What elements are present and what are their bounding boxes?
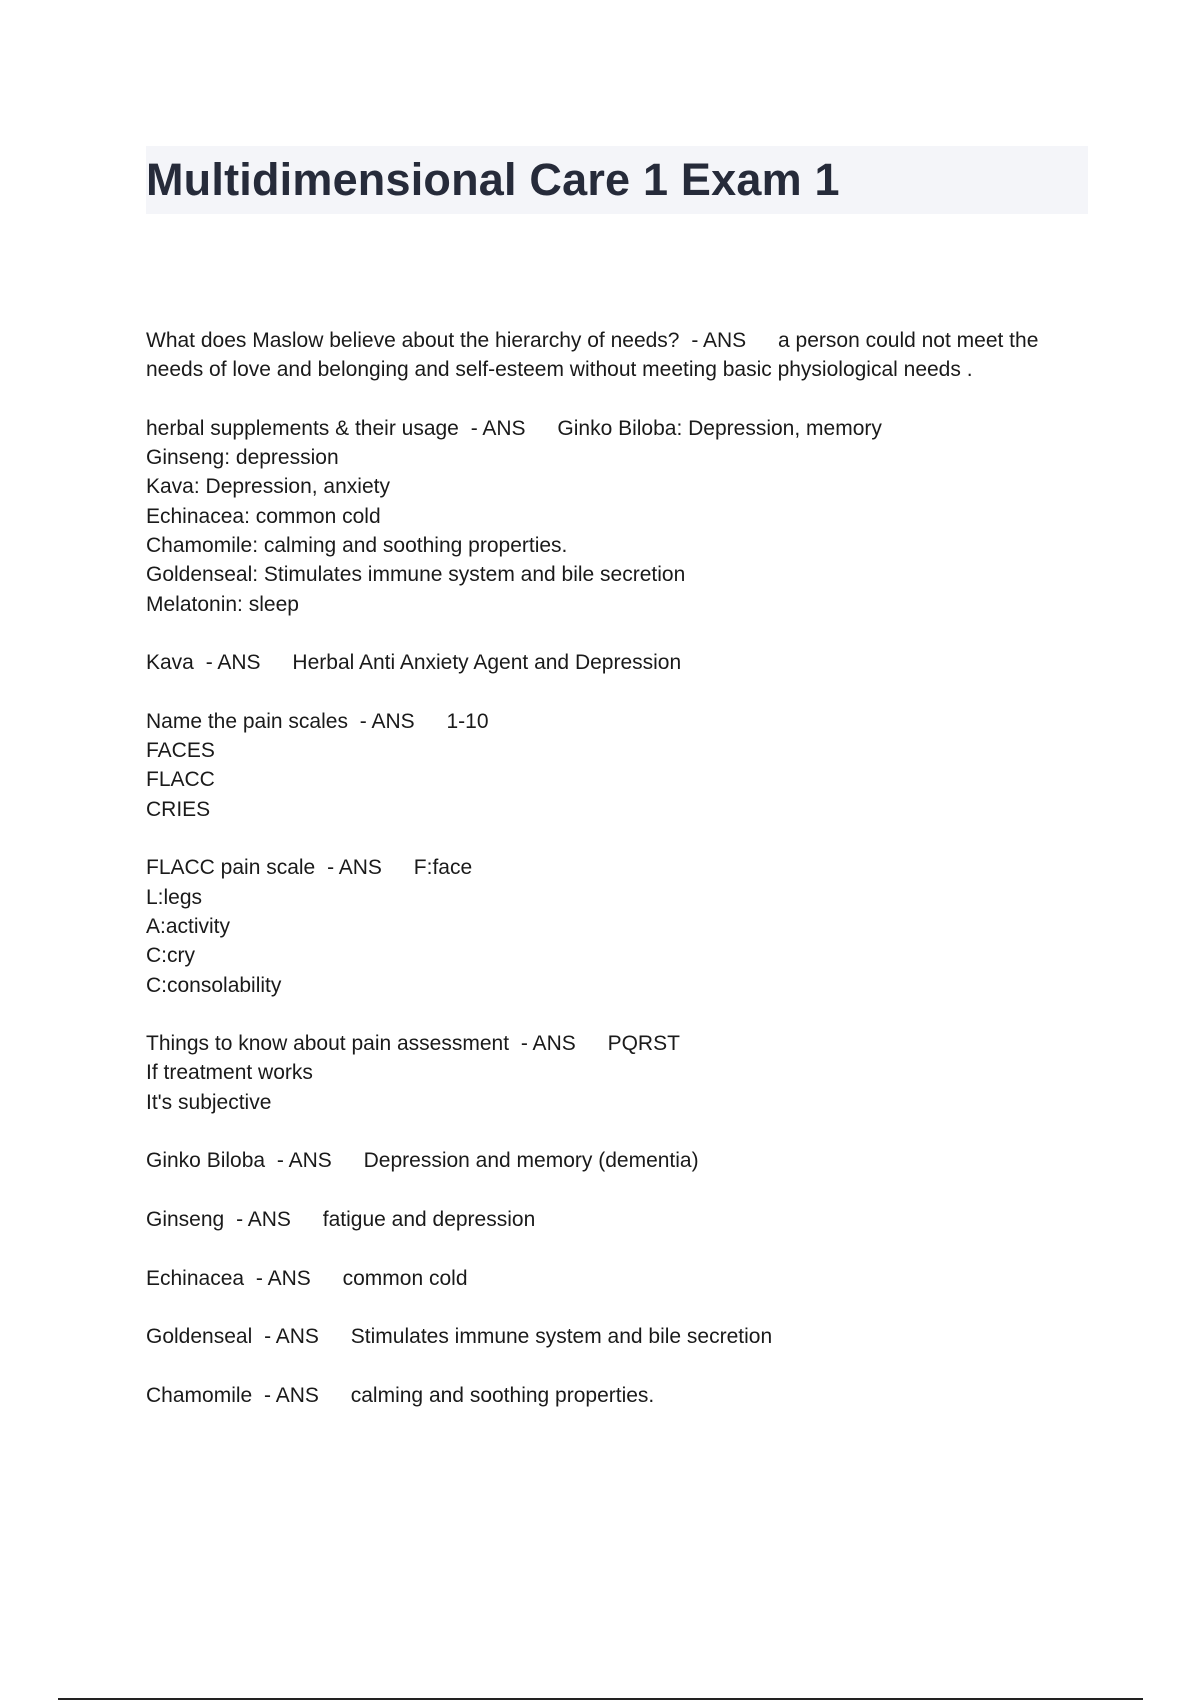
answer-line: a person could not meet the needs of love and belonging and self-esteem without meeting basic physiological needs . — [146, 329, 1039, 382]
question-text: Goldenseal — [146, 1325, 253, 1349]
ans-marker: - ANS — [255, 1266, 311, 1290]
document-title: Multidimensional Care 1 Exam 1 — [146, 154, 840, 205]
answer-line: 1-10 — [446, 709, 489, 733]
document-body — [146, 326, 1086, 1439]
answer-line: fatigue and depression — [322, 1207, 536, 1231]
question-text: What does Maslow believe about the hierarchy of needs? — [146, 329, 680, 352]
answer-line: Melatonin: sleep — [146, 592, 299, 616]
ans-marker: - ANS — [359, 709, 415, 733]
question-text: Ginko Biloba — [146, 1149, 266, 1173]
qa-item — [146, 1029, 1086, 1117]
question-text: Echinacea — [146, 1266, 245, 1290]
answer-line: CRIES — [146, 797, 211, 821]
answer-line: common cold — [342, 1266, 468, 1290]
answer-line: It's subjective — [146, 1090, 272, 1114]
answer-line: PQRST — [607, 1032, 680, 1056]
answer-line: C:consolability — [146, 973, 282, 997]
qa-item — [146, 707, 1086, 824]
question-text: Chamomile — [146, 1383, 253, 1407]
answer-line: A:activity — [146, 914, 231, 938]
answer-line: calming and soothing properties. — [350, 1383, 655, 1407]
ans-marker: - ANS — [327, 856, 382, 880]
qa-item — [146, 414, 1086, 619]
answer-line: Depression and memory (dementia) — [363, 1149, 699, 1173]
qa-item — [146, 648, 1086, 677]
qa-item — [146, 1381, 1086, 1410]
question-text: FLACC pain scale — [146, 856, 316, 880]
question-text: Ginseng — [146, 1207, 225, 1231]
answer-line: F:face — [413, 856, 473, 880]
answer-line: Kava: Depression, anxiety — [146, 475, 390, 499]
ans-marker: - ANS — [205, 651, 261, 675]
answer-line: If treatment works — [146, 1061, 313, 1085]
answer-line: FACES — [146, 739, 215, 763]
answer-line: Goldenseal: Stimulates immune system and bile secretion — [146, 563, 686, 587]
question-text: Things to know about pain assessment — [146, 1032, 510, 1056]
ans-marker: - ANS — [264, 1383, 319, 1407]
qa-item — [146, 1205, 1086, 1234]
answer-line: Ginko Biloba: Depression, memory — [557, 416, 882, 440]
ans-marker: - ANS — [520, 1032, 576, 1056]
question-text: herbal supplements & their usage — [146, 416, 459, 440]
ans-marker: - ANS — [691, 329, 747, 352]
answer-line: Stimulates immune system and bile secretion — [350, 1325, 773, 1349]
answer-line: FLACC — [146, 768, 215, 792]
ans-marker: - ANS — [236, 1207, 291, 1231]
answer-line: Chamomile: calming and soothing properties. — [146, 534, 568, 558]
answer-line: Herbal Anti Anxiety Agent and Depression — [292, 651, 682, 675]
qa-item — [146, 1322, 1086, 1351]
answer-line: C:cry — [146, 944, 195, 968]
question-text: Name the pain scales — [146, 709, 348, 733]
question-text: Kava — [146, 651, 194, 675]
answer-line: L:legs — [146, 885, 203, 909]
qa-item — [146, 1146, 1086, 1175]
qa-item — [146, 1264, 1086, 1293]
answer-line: Echinacea: common cold — [146, 504, 381, 528]
qa-item — [146, 326, 1086, 385]
ans-marker: - ANS — [276, 1149, 332, 1173]
ans-marker: - ANS — [264, 1325, 319, 1349]
qa-item — [146, 853, 1086, 999]
ans-marker: - ANS — [470, 416, 526, 440]
answer-line: Ginseng: depression — [146, 446, 339, 470]
